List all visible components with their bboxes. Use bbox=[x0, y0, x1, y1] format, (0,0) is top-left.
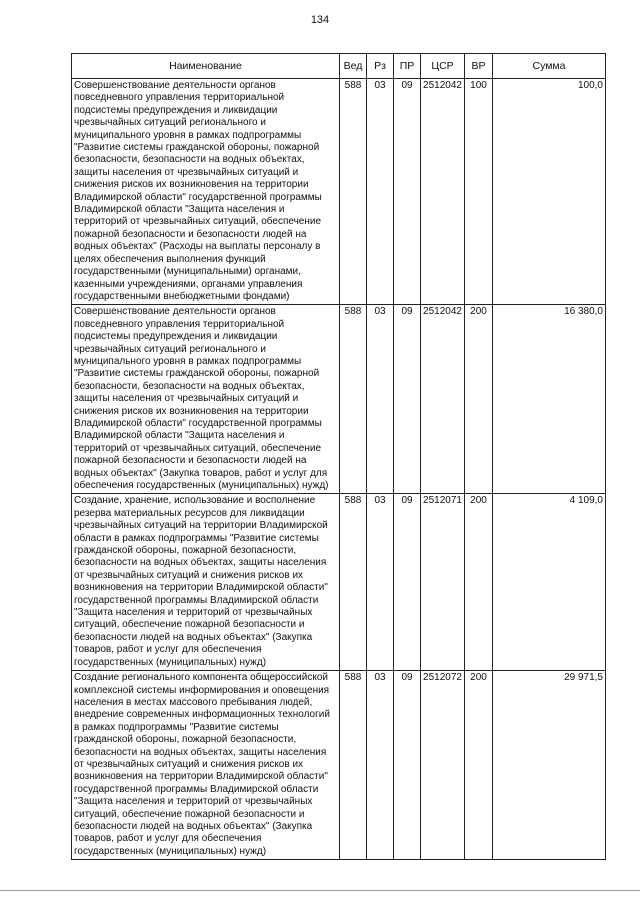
row-rz: 03 bbox=[367, 494, 394, 671]
row-ved: 588 bbox=[340, 671, 367, 860]
header-ved: Вед bbox=[340, 54, 367, 79]
row-rz: 03 bbox=[367, 79, 394, 305]
table-row bbox=[72, 671, 606, 860]
table-row bbox=[72, 305, 606, 494]
row-sum: 29 971,5 bbox=[493, 671, 606, 860]
row-rz: 03 bbox=[367, 305, 394, 494]
header-rz: Рз bbox=[367, 54, 394, 79]
row-vr: 200 bbox=[465, 671, 493, 860]
table-header-row bbox=[72, 54, 606, 79]
header-csr: ЦСР bbox=[421, 54, 465, 79]
scan-edge-line bbox=[0, 890, 640, 891]
header-pr: ПР bbox=[394, 54, 421, 79]
row-vr: 200 bbox=[465, 305, 493, 494]
row-sum: 16 380,0 bbox=[493, 305, 606, 494]
row-sum: 100,0 bbox=[493, 79, 606, 305]
row-csr: 2512072 bbox=[421, 671, 465, 860]
row-pr: 09 bbox=[394, 79, 421, 305]
row-pr: 09 bbox=[394, 671, 421, 860]
row-csr: 2512071 bbox=[421, 494, 465, 671]
row-name: Создание регионального компонента общероссийской комплексной системы информирования и оповещения населения в местах массового пребывания людей, внедрение современных информационных технологий в рамках подпрограммы "Развитие системы гражданской обороны, пожарной безопасности, безопасности на водных объектах, защиты населения от чрезвычайных ситуаций и снижения рисков их возникновения на территории Владимирской области" государственной программы Владимирской области "Защита населения и территорий от чрезвычайных ситуаций, обеспечение пожарной безопасности и безопасности людей на водных объектах" (Закупка товаров, работ и услуг для обеспечения государственных (муниципальных) нужд) bbox=[72, 671, 340, 860]
header-vr: ВР bbox=[465, 54, 493, 79]
table-row bbox=[72, 79, 606, 305]
header-name: Наименование bbox=[72, 54, 340, 79]
row-pr: 09 bbox=[394, 494, 421, 671]
row-name: Совершенствование деятельности органов повседневного управления территориальной подсистемы предупреждения и ликвидации чрезвычайных ситуаций регионального и муниципального уровня в рамках подпрограммы "Развитие системы гражданской обороны, пожарной безопасности, безопасности на водных объектах, защиты населения от чрезвычайных ситуаций и снижения рисков их возникновения на территории Владимирской области" государственной программы Владимирской области "Защита населения и территорий от чрезвычайных ситуаций, обеспечение пожарной безопасности и безопасности людей на водных объектах" (Расходы на выплаты персоналу в целях обеспечения выполнения функций государственными (муниципальными) органами, казенными учреждениями, органами управления государственными внебюджетными фондами) bbox=[72, 79, 340, 305]
row-name: Создание, хранение, использование и восполнение резерва материальных ресурсов для ликвидации чрезвычайных ситуаций на территории Владимирской области в рамках подпрограммы "Развитие системы гражданской обороны, пожарной безопасности, безопасности на водных объектах, защиты населения от чрезвычайных ситуаций и снижения рисков их возникновения на территории Владимирской области" государственной программы Владимирской области "Защита населения и территорий от чрезвычайных ситуаций, обеспечение пожарной безопасности и безопасности людей на водных объектах" (Закупка товаров, работ и услуг для обеспечения государственных (муниципальных) нужд) bbox=[72, 494, 340, 671]
row-pr: 09 bbox=[394, 305, 421, 494]
row-ved: 588 bbox=[340, 79, 367, 305]
row-csr: 2512042 bbox=[421, 79, 465, 305]
table-row bbox=[72, 494, 606, 671]
row-ved: 588 bbox=[340, 305, 367, 494]
row-csr: 2512042 bbox=[421, 305, 465, 494]
row-ved: 588 bbox=[340, 494, 367, 671]
header-sum: Сумма bbox=[493, 54, 606, 79]
budget-table bbox=[71, 53, 606, 860]
row-name: Совершенствование деятельности органов повседневного управления территориальной подсистемы предупреждения и ликвидации чрезвычайных ситуаций регионального и муниципального уровня в рамках подпрограммы "Развитие системы гражданской обороны, пожарной безопасности, безопасности на водных объектах, защиты населения от чрезвычайных ситуаций и снижения рисков их возникновения на территории Владимирской области" государственной программы Владимирской области "Защита населения и территорий от чрезвычайных ситуаций, обеспечение пожарной безопасности и безопасности людей на водных объектах" (Закупка товаров, работ и услуг для обеспечения государственных (муниципальных) нужд) bbox=[72, 305, 340, 494]
row-sum: 4 109,0 bbox=[493, 494, 606, 671]
row-rz: 03 bbox=[367, 671, 394, 860]
row-vr: 200 bbox=[465, 494, 493, 671]
page-number: 134 bbox=[310, 14, 330, 26]
row-vr: 100 bbox=[465, 79, 493, 305]
